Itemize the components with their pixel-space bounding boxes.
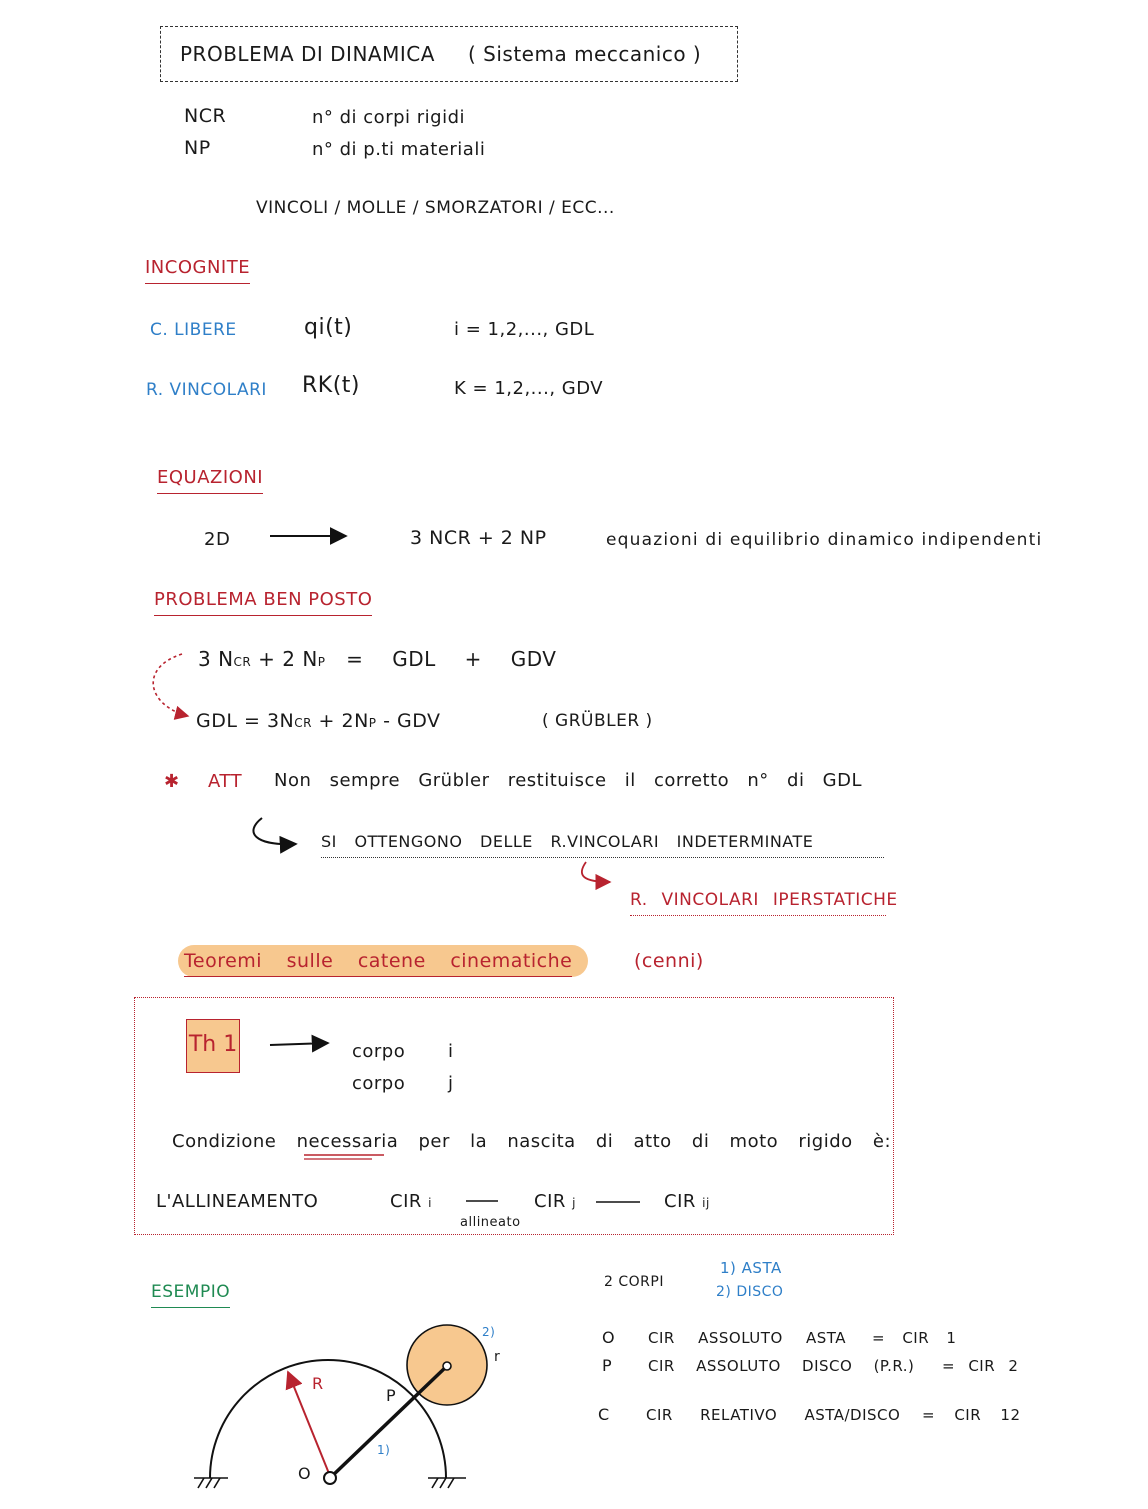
def-meaning-np: n° di p.ti materiali	[312, 139, 486, 160]
cir-row-p-mark: P	[602, 1356, 613, 1375]
alignment-allineato: allineato	[460, 1215, 521, 1230]
th1-body-j-label: corpo	[352, 1073, 406, 1094]
gruebler-eq2: GDL = 3NCR + 2NP - GDV	[196, 710, 441, 732]
c-libere-range: i = 1,2,..., GDL	[454, 319, 595, 340]
alignment-cir-ij: CIR ij	[664, 1191, 710, 1212]
diagram-label-p: P	[386, 1386, 397, 1405]
equazioni-count: 3 NCR + 2 NP	[410, 527, 547, 549]
r-vincolari-range: K = 1,2,..., GDV	[454, 378, 604, 399]
cir-row-c-text: CIR RELATIVO ASTA/DISCO	[646, 1406, 901, 1424]
r-vincolari-symbol: RK(t)	[302, 373, 361, 398]
iperstatiche-curve-arrow	[582, 862, 610, 882]
elements-line: VINCOLI / MOLLE / SMORZATORI / ECC...	[256, 198, 615, 218]
diagram-label-o: O	[298, 1464, 312, 1483]
teoremi-note: (cenni)	[634, 950, 704, 972]
def-symbol-np: NP	[184, 137, 211, 159]
gruebler-note: ( GRÜBLER )	[542, 711, 653, 731]
att-text: Non sempre Grübler restituisce il corretto n° di GDL	[274, 770, 863, 791]
r-vincolari-label: R. VINCOLARI	[146, 380, 267, 400]
esempio-list-asta: 1) ASTA	[720, 1259, 782, 1277]
rod	[330, 1366, 447, 1478]
ground-left	[194, 1478, 228, 1488]
diagram-label-body2: 2)	[482, 1325, 496, 1339]
cir-row-o-mark: O	[602, 1328, 616, 1347]
esempio-list-disco: 2) DISCO	[716, 1284, 784, 1300]
th1-body-i-label: corpo	[352, 1041, 406, 1062]
radius-arrow	[288, 1372, 330, 1476]
cir-row-p-eq: = CIR 2	[942, 1357, 1019, 1375]
def-symbol-ncr: NCR	[184, 105, 227, 127]
pivot-c	[443, 1362, 451, 1370]
page-title-paren: ( Sistema meccanico )	[468, 42, 702, 66]
att-star-icon: ✱	[164, 771, 180, 792]
equazioni-desc: equazioni di equilibrio dinamico indipendenti	[606, 530, 1043, 550]
incognite-heading: INCOGNITE	[145, 256, 250, 284]
cir-row-o-eq: = CIR 1	[872, 1329, 957, 1347]
equazioni-2d: 2D	[204, 529, 231, 550]
page-title: PROBLEMA DI DINAMICA	[180, 42, 435, 66]
ground-right	[428, 1478, 466, 1488]
att-consequence: SI OTTENGONO DELLE R.VINCOLARI INDETERMINATE	[321, 830, 884, 858]
th1-arrow	[270, 1043, 328, 1045]
teoremi-heading: Teoremi sulle catene cinematiche	[184, 949, 572, 977]
att-curve-arrow	[253, 818, 296, 844]
gruebler-curve-arrow	[153, 654, 188, 716]
cir-row-c-eq: = CIR 12	[922, 1406, 1021, 1424]
att-label: ATT	[208, 771, 243, 792]
th1-condition: Condizione necessaria per la nascita di atto di moto rigido è:	[172, 1131, 892, 1152]
cir-row-c-mark: C	[598, 1405, 610, 1424]
att-result: R. VINCOLARI IPERSTATICHE	[630, 888, 886, 916]
diagram-label-body1: 1)	[377, 1443, 391, 1457]
c-libere-symbol: qi(t)	[304, 315, 353, 340]
cir-row-o-text: CIR ASSOLUTO ASTA	[648, 1329, 847, 1347]
gruebler-eq1: 3 NCR + 2 NP = GDL + GDV	[198, 647, 557, 671]
th1-body-i-index: i	[448, 1041, 454, 1062]
diagram-label-r-small: r	[494, 1349, 501, 1365]
alignment-label: L'ALLINEAMENTO	[156, 1191, 319, 1212]
c-libere-label: C. LIBERE	[150, 320, 237, 340]
alignment-cir-i: CIR i	[390, 1191, 432, 1212]
diagram-label-r: R	[312, 1374, 324, 1393]
ben-posto-heading: PROBLEMA BEN POSTO	[154, 588, 372, 616]
th1-body-j-index: j	[448, 1073, 454, 1094]
th1-badge: Th 1	[186, 1019, 240, 1073]
pivot-o	[324, 1472, 336, 1484]
esempio-heading: ESEMPIO	[151, 1280, 230, 1308]
def-meaning-ncr: n° di corpi rigidi	[312, 107, 465, 128]
alignment-cir-j: CIR j	[534, 1191, 576, 1212]
esempio-corpi: 2 CORPI	[604, 1274, 664, 1290]
equazioni-heading: EQUAZIONI	[157, 466, 263, 494]
cir-row-p-text: CIR ASSOLUTO DISCO (P.R.)	[648, 1357, 915, 1375]
